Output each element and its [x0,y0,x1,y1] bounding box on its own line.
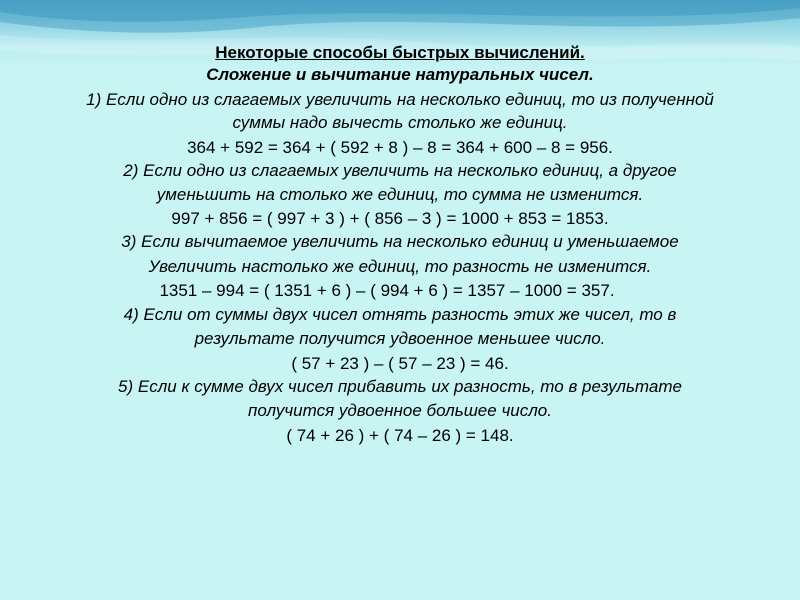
rule-1-line-1: 1) Если одно из слагаемых увеличить на несколько единиц, то из полученной [86,90,714,109]
rule-3-line-2: Увеличить настолько же единиц, то разность не изменится. [148,257,652,276]
rule-5-line-2: получится удвоенное большее число. [248,401,552,420]
slide-title: Некоторые способы быстрых вычислений. [215,43,585,62]
rule-3-line-1: 3) Если вычитаемое увеличить на несколько единиц и уменьшаемое [121,232,679,251]
example-2: 997 + 856 = ( 997 + 3 ) + ( 856 – 3 ) = 1000 + 853 = 1853. [171,209,609,228]
rule-5-line-1: 5) Если к сумме двух чисел прибавить их разность, то в результате [118,377,682,396]
example-4: ( 57 + 23 ) – ( 57 – 23 ) = 46. [291,354,509,373]
rule-4-line-1: 4) Если от суммы двух чисел отнять разность этих же чисел, то в [123,305,677,324]
example-3: 1351 – 994 = ( 1351 + 6 ) – ( 994 + 6 ) = 1357 – 1000 = 357. [159,281,615,300]
rule-4-line-2: результате получится удвоенное меньшее число. [194,329,606,348]
rule-1-line-2: суммы надо вычесть столько же единиц. [232,113,568,132]
rule-2-line-1: 2) Если одно из слагаемых увеличить на несколько единиц, а другое [123,161,677,180]
example-1: 364 + 592 = 364 + ( 592 + 8 ) – 8 = 364 + 600 – 8 = 956. [187,138,613,157]
slide-subtitle: Сложение и вычитание натуральных чисел. [206,65,594,84]
rule-2-line-2: уменьшить на столько же единиц, то сумма не изменится. [156,185,644,204]
example-5: ( 74 + 26 ) + ( 74 – 26 ) = 148. [286,426,514,445]
